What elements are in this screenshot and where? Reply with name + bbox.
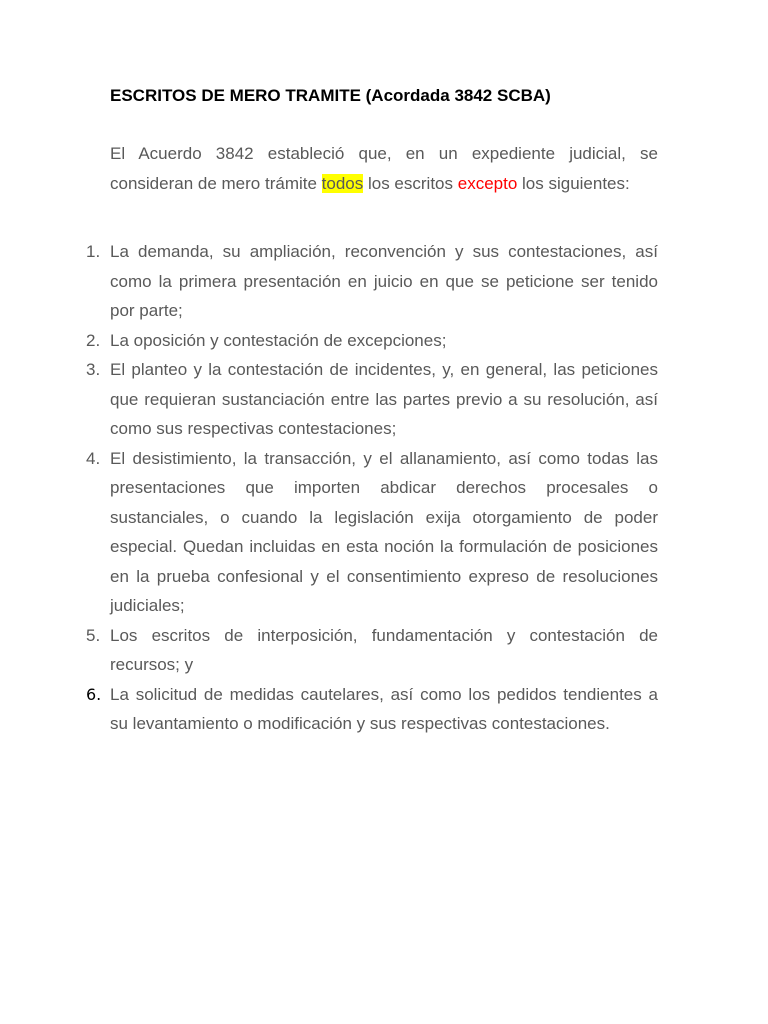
list-item-number: 1. [86, 242, 101, 261]
list-item-text: El planteo y la contestación de incidentes, y, en general, las peticiones que requieran sustanciación entre las partes previo a su resolución, así como sus respectivas contestaciones; [110, 360, 658, 438]
list-item-number: 2. [86, 330, 101, 350]
list-item-number: 6. [86, 684, 102, 704]
list-item [0, 355, 658, 444]
list-item [0, 237, 658, 326]
list-item-text: La demanda, su ampliación, reconvención y sus contestaciones, así como la primera presentación en juicio en que se peticione ser tenido por parte; [110, 242, 658, 320]
highlighted-word-todos: todos [321, 173, 364, 193]
exceptions-list [0, 237, 768, 739]
list-item-number: 4. [86, 448, 101, 468]
intro-text-part1: El Acuerdo 3842 estableció que, en un expediente judicial, se consideran de mero trámite [110, 144, 658, 193]
list-item [0, 680, 658, 739]
intro-text-part3: los siguientes: [517, 173, 630, 193]
document-title: ESCRITOS DE MERO TRAMITE (Acordada 3842 SCBA) [110, 86, 551, 105]
list-item [0, 444, 658, 621]
intro-paragraph [110, 139, 658, 198]
list-item-number: 5. [86, 625, 101, 645]
list-item [0, 326, 658, 356]
list-item-text: El desistimiento, la transacción, y el allanamiento, así como todas las presentaciones que importen abdicar derechos procesales o sustanciales, o cuando la legislación exija otorgamiento de poder especial. Quedan incluidas en esta noción la formulación de posiciones en la prueba confesional y el consentimiento expreso de resoluciones judiciales; [110, 448, 658, 615]
highlighted-word-excepto: excepto [457, 173, 518, 193]
list-item [0, 621, 658, 680]
list-item-number: 3. [86, 360, 101, 379]
list-item-text: Los escritos de interposición, fundamentación y contestación de recursos; y [110, 625, 658, 674]
list-item-text: La oposición y contestación de excepciones; [110, 330, 447, 350]
intro-text-part2: los escritos [363, 173, 458, 193]
list-item-text: La solicitud de medidas cautelares, así como los pedidos tendientes a su levantamiento o modificación y sus respectivas contestaciones. [110, 684, 658, 733]
